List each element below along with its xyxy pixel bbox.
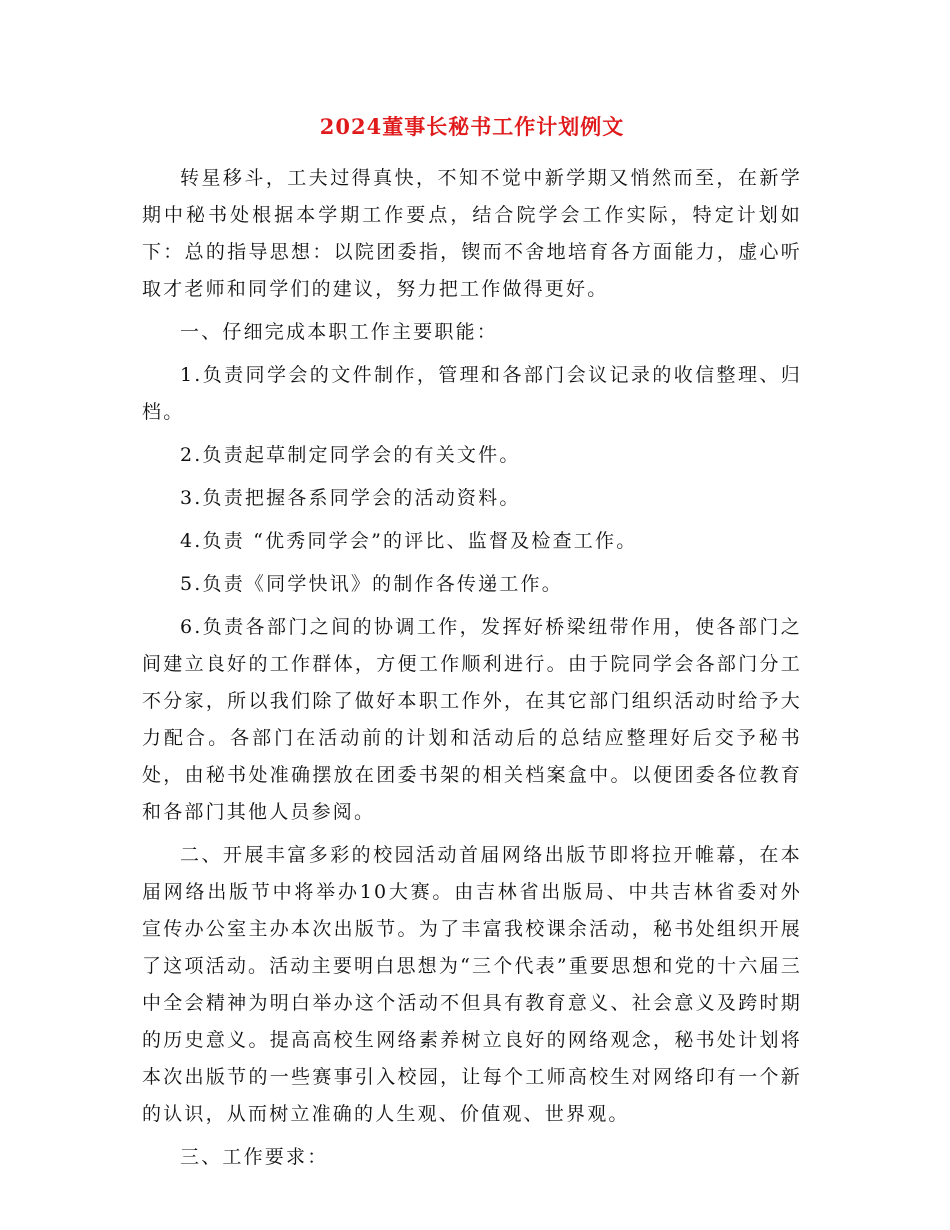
list-item-6: 6.负责各部门之间的协调工作，发挥好桥梁纽带作用，使各部门之间建立良好的工作群体，方便工作顺利进行。由于院同学会各部门分工不分家，所以我们除了做好本职工作外，在其它部门组织活动时给予大力配合。各部门在活动前的计划和活动后的总结应整理好后交予秘书处，由秘书处准确摆放在团委书架的相关档案盒中。以便团委各位教育和各部门其他人员参阅。: [142, 616, 802, 823]
list-item-3: 3.负责把握各系同学会的活动资料。: [180, 487, 521, 509]
document-body: [142, 160, 802, 1176]
intro-paragraph: 转星移斗，工夫过得真快，不知不觉中新学期又悄然而至，在新学期中秘书处根据本学期工作要点，结合院学会工作实际，特定计划如下：总的指导思想：以院团委指，锲而不舍地培育各方面能力，虚心听取才老师和同学们的建议，努力把工作做得更好。: [142, 167, 802, 300]
list-item-4: 4.负责 “优秀同学会”的评比、监督及检查工作。: [180, 530, 638, 552]
list-item-1: 1.负责同学会的文件制作，管理和各部门会议记录的收信整理、归档。: [142, 364, 802, 423]
document-title: 2024董事长秘书工作计划例文: [319, 114, 625, 139]
section-2-paragraph: 二、开展丰富多彩的校园活动首届网络出版节即将拉开帷幕，在本届网络出版节中将举办10大赛。由吉林省出版局、中共吉林省委对外宣传办公室主办本次出版节。为了丰富我校课余活动，秘书处组织开展了这项活动。活动主要明白思想为“三个代表”重要思想和党的十六届三中全会精神为明白举办这个活动不但具有教育意义、社会意义及跨时期的历史意义。提高高校生网络素养树立良好的网络观念，秘书处计划将本次出版节的一些赛事引入校园，让每个工师高校生对网络印有一个新的认识，从而树立准确的人生观、价值观、世界观。: [142, 844, 802, 1125]
section-heading-1: 一、仔细完成本职工作主要职能：: [180, 321, 499, 343]
list-item-2: 2.负责起草制定同学会的有关文件。: [180, 444, 521, 466]
list-item-5: 5.负责《同学快讯》的制作各传递工作。: [180, 573, 563, 595]
section-heading-3: 三、工作要求：: [180, 1146, 329, 1168]
